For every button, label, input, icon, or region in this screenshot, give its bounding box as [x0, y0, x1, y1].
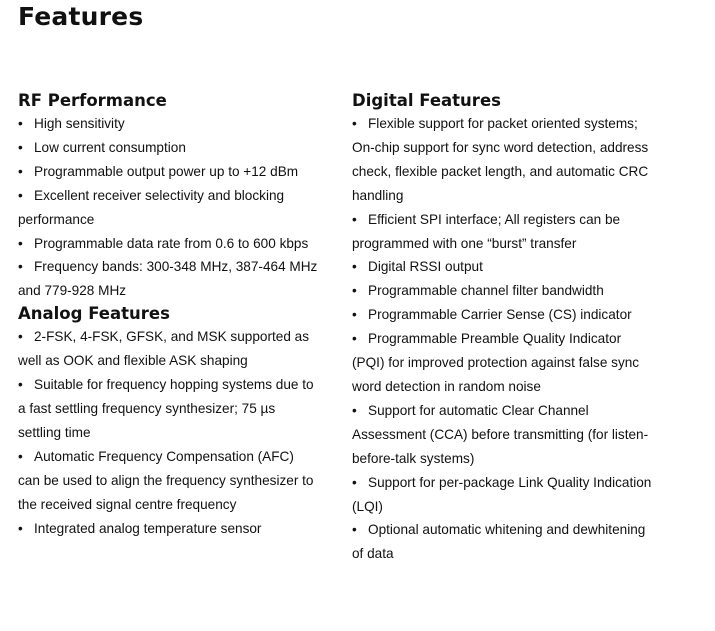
list-item: • Integrated analog temperature sensor — [18, 517, 318, 541]
bullet-icon: • — [352, 402, 357, 418]
rf-performance-heading: RF Performance — [18, 91, 167, 110]
bullet-icon: • — [18, 139, 23, 155]
rf-performance-list — [18, 112, 318, 303]
list-item: • Optional automatic whitening and dewhitening of data — [352, 518, 652, 566]
list-item: • Excellent receiver selectivity and blocking performance — [18, 184, 318, 232]
list-item: • Automatic Frequency Compensation (AFC) can be used to align the frequency synthesizer to the received signal centre frequency — [18, 445, 318, 517]
bullet-icon: • — [18, 187, 23, 203]
bullet-icon: • — [352, 116, 357, 131]
analog-features-list — [18, 325, 318, 540]
right-column — [352, 90, 652, 566]
analog-features-heading: Analog Features — [18, 304, 170, 324]
bullet-icon: • — [18, 329, 23, 345]
bullet-icon: • — [352, 331, 357, 347]
bullet-icon: • — [352, 259, 357, 275]
bullet-icon: • — [18, 235, 23, 251]
list-item: • Programmable channel filter bandwidth — [352, 279, 652, 303]
list-item: • Digital RSSI output — [352, 255, 652, 279]
bullet-icon: • — [18, 259, 23, 275]
list-item: • Programmable data rate from 0.6 to 600 kbps — [18, 232, 318, 256]
list-item: • Efficient SPI interface; All registers can be programmed with one “burst” transfer — [352, 208, 652, 256]
bullet-icon: • — [18, 448, 23, 464]
list-item: • 2-FSK, 4-FSK, GFSK, and MSK supported as well as OOK and flexible ASK shaping — [18, 325, 318, 373]
list-item: • Programmable Carrier Sense (CS) indicator — [352, 303, 652, 327]
digital-features-heading: Digital Features — [352, 91, 501, 110]
bullet-icon: • — [18, 116, 23, 131]
list-item: • Suitable for frequency hopping systems due to a fast settling frequency synthesizer; 75 µs settling time — [18, 373, 318, 445]
list-item: • Support for automatic Clear Channel Assessment (CCA) before transmitting (for listen-before-talk systems) — [352, 399, 652, 471]
bullet-icon: • — [352, 522, 357, 538]
list-item: • Low current consumption — [18, 136, 318, 160]
digital-features-list — [352, 112, 652, 566]
left-column — [18, 90, 318, 540]
list-item: • Programmable Preamble Quality Indicator (PQI) for improved protection against false sync word detection in random noise — [352, 327, 652, 399]
list-item: • Frequency bands: 300-348 MHz, 387-464 MHz and 779-928 MHz — [18, 255, 318, 303]
bullet-icon: • — [18, 520, 23, 536]
list-item: • Flexible support for packet oriented systems; On-chip support for sync word detection, address check, flexible packet length, and automatic CRC handling — [352, 112, 652, 208]
bullet-icon: • — [352, 307, 357, 323]
page-title: Features — [18, 2, 144, 31]
bullet-icon: • — [352, 283, 357, 299]
bullet-icon: • — [18, 163, 23, 179]
bullet-icon: • — [18, 377, 23, 393]
list-item: • High sensitivity — [18, 112, 318, 136]
bullet-icon: • — [352, 474, 357, 490]
list-item: • Programmable output power up to +12 dBm — [18, 160, 318, 184]
bullet-icon: • — [352, 211, 357, 227]
list-item: • Support for per-package Link Quality Indication (LQI) — [352, 471, 652, 519]
